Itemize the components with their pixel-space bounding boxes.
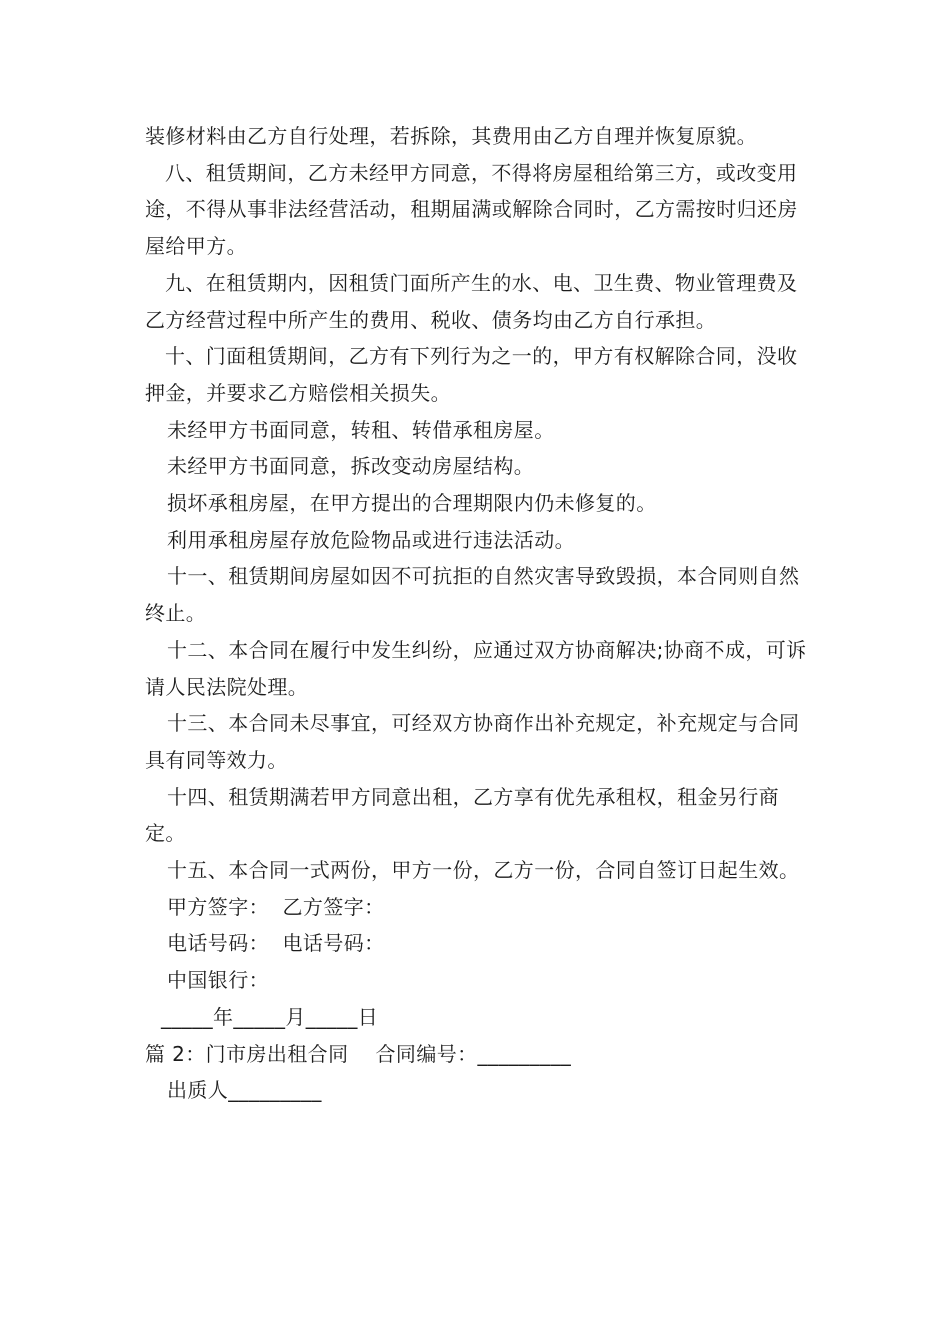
contract-number-blank: _________	[477, 1041, 572, 1066]
paragraph-decoration-materials: 装修材料由乙方自行处理，若拆除，其费用由乙方自理并恢复原貌。	[145, 124, 757, 148]
bank-label: 中国银行：	[167, 968, 269, 993]
date-line: _____年_____月_____日	[161, 1004, 379, 1029]
clause-10-item-4: 利用承租房屋存放危险物品或进行违法活动。	[167, 527, 575, 552]
paragraph-clause-10: 十、门面租赁期间，乙方有下列行为之一的，甲方有权解除合同，没收押金，并要求乙方赔偿相关损失。	[145, 344, 798, 405]
contract-number-label: 合同编号：	[375, 1041, 478, 1066]
paragraph-clause-8: 八、租赁期间，乙方未经甲方同意，不得将房屋租给第三方，或改变用途，不得从事非法经营活动，租期届满或解除合同时，乙方需按时归还房屋给甲方。	[145, 160, 798, 259]
party-a-phone-label: 电话号码：	[167, 931, 269, 956]
clause-10-item-3: 损坏承租房屋，在甲方提出的合理期限内仍未修复的。	[167, 491, 657, 516]
paragraph-clause-9: 九、在租赁期内，因租赁门面所产生的水、电、卫生费、物业管理费及乙方经营过程中所产生的费用、税收、债务均由乙方自行承担。	[145, 270, 798, 332]
paragraph-clause-13: 十三、本合同未尽事宜，可经双方协商作出补充规定，补充规定与合同具有同等效力。	[145, 711, 800, 772]
paragraph-clause-14: 十四、租赁期满若甲方同意出租，乙方享有优先承租权，租金另行商定。	[145, 784, 779, 846]
phone-line	[145, 925, 815, 962]
bank-line	[145, 962, 815, 999]
paragraph-clause-11: 十一、租赁期间房屋如因不可抗拒的自然灾害导致毁损，本合同则自然终止。	[145, 564, 800, 626]
document-body	[145, 118, 815, 1109]
paragraph-clause-12: 十二、本合同在履行中发生纠纷，应通过双方协商解决;协商不成，可诉请人民法院处理。	[145, 637, 807, 699]
party-a-signature-label: 甲方签字：	[167, 894, 269, 919]
signature-line	[145, 889, 815, 926]
pledgor-label: 出质人	[167, 1078, 229, 1103]
part-2-title-line	[145, 1036, 815, 1073]
clause-10-item-1: 未经甲方书面同意，转租、转借承租房屋。	[167, 417, 555, 442]
party-b-phone-label: 电话号码：	[282, 931, 385, 956]
pledgor-line	[145, 1072, 815, 1109]
party-b-signature-label: 乙方签字：	[282, 894, 385, 919]
clause-10-item-2: 未经甲方书面同意，拆改变动房屋结构。	[167, 454, 535, 479]
pledgor-blank: _________	[228, 1078, 322, 1103]
paragraph-clause-15: 十五、本合同一式两份，甲方一份，乙方一份，合同自签订日起生效。	[167, 858, 800, 883]
part-2-title: 篇 2：门市房出租合同	[145, 1041, 349, 1066]
